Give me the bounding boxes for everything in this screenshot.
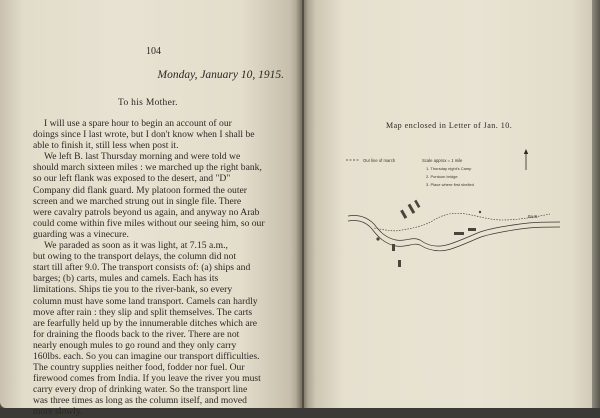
letter-line: We paraded as soon as it was light, at 7.15 a.m., xyxy=(44,240,228,252)
camp-markers xyxy=(376,200,481,267)
letter-line: limitations. Ships tie you to the river-bank, so every xyxy=(33,284,233,296)
letter-line: I will use a spare hour to begin an account of our xyxy=(44,118,232,129)
book-gutter xyxy=(296,0,308,408)
letter-line: doings since I last wrote, but I don't know when I shall be xyxy=(33,129,255,141)
march-map xyxy=(330,140,580,280)
letter-line: should march sixteen miles : we marched up the right bank, xyxy=(33,162,262,174)
map-note-2: 2. Pontoon bridge xyxy=(426,174,458,179)
letter-line: firewood comes from India. If you leave the river you must xyxy=(33,373,261,385)
letter-salutation: To his Mother. xyxy=(118,98,178,108)
letter-line: nearly enough mules to go round and they only carry xyxy=(33,339,237,351)
map-town-label: Ba B. xyxy=(528,214,539,219)
letter-body xyxy=(33,118,291,418)
letter-line: move after rain : they slip and split themselves. The carts xyxy=(33,306,253,318)
letter-date: Monday, January 10, 1915. xyxy=(157,69,284,81)
map-scale: Scale approx = 1 mile xyxy=(422,158,463,163)
letter-line: column must have some land transport. Camels can hardly xyxy=(33,295,258,307)
letter-line: We left B. last Thursday morning and were told we xyxy=(44,151,241,163)
letter-line: were cavalry patrols beyond us again, and anyway no Arab xyxy=(33,206,260,218)
letter-line: start till after 9.0. The transport consists of: (a) ships and xyxy=(33,262,251,274)
letter-line: guarding was a vinecure. xyxy=(33,228,129,240)
letter-line: Company did flank guard. My platoon formed the outer xyxy=(33,184,247,196)
letter-line: was three times as long as the column itself, and moved xyxy=(33,395,247,407)
cover-edge xyxy=(592,0,600,408)
legend-march-label: Our line of march xyxy=(363,158,396,163)
letter-line: The country supplies neither food, fodder nor fuel. Our xyxy=(33,362,245,374)
letter-line: are fearfully held up by the innumerable ditches which are xyxy=(33,317,258,329)
letter-line: so our left flank was exposed to the desert, and "D" xyxy=(33,173,231,185)
map-caption: Map enclosed in Letter of Jan. 10. xyxy=(386,121,513,130)
letter-line: but owing to the transport delays, the column did not xyxy=(33,251,237,263)
letter-line: barges; (b) carts, mules and camels. Each has its xyxy=(33,273,219,285)
letter-line: more slowly. xyxy=(33,406,83,418)
north-arrow-icon xyxy=(524,149,528,170)
letter-line: for draining the floods back to the river. There are not xyxy=(33,328,240,340)
page-number: 104 xyxy=(146,46,161,57)
letter-line: 160lbs. each. So you can imagine our transport difficulties. xyxy=(33,350,260,362)
letter-line: could come within five miles without our seeing him, so our xyxy=(33,217,265,229)
letter-line: able to finish it, still less when post it. xyxy=(33,140,179,152)
map-note-3: 3. Place where first shelled xyxy=(426,182,474,187)
letter-line: carry every drop of drinking water. So the transport line xyxy=(33,384,248,396)
letter-line: screen and we marched strung out in single file. There xyxy=(33,195,242,207)
map-note-1: 1. Thursday night's Camp xyxy=(426,166,472,171)
